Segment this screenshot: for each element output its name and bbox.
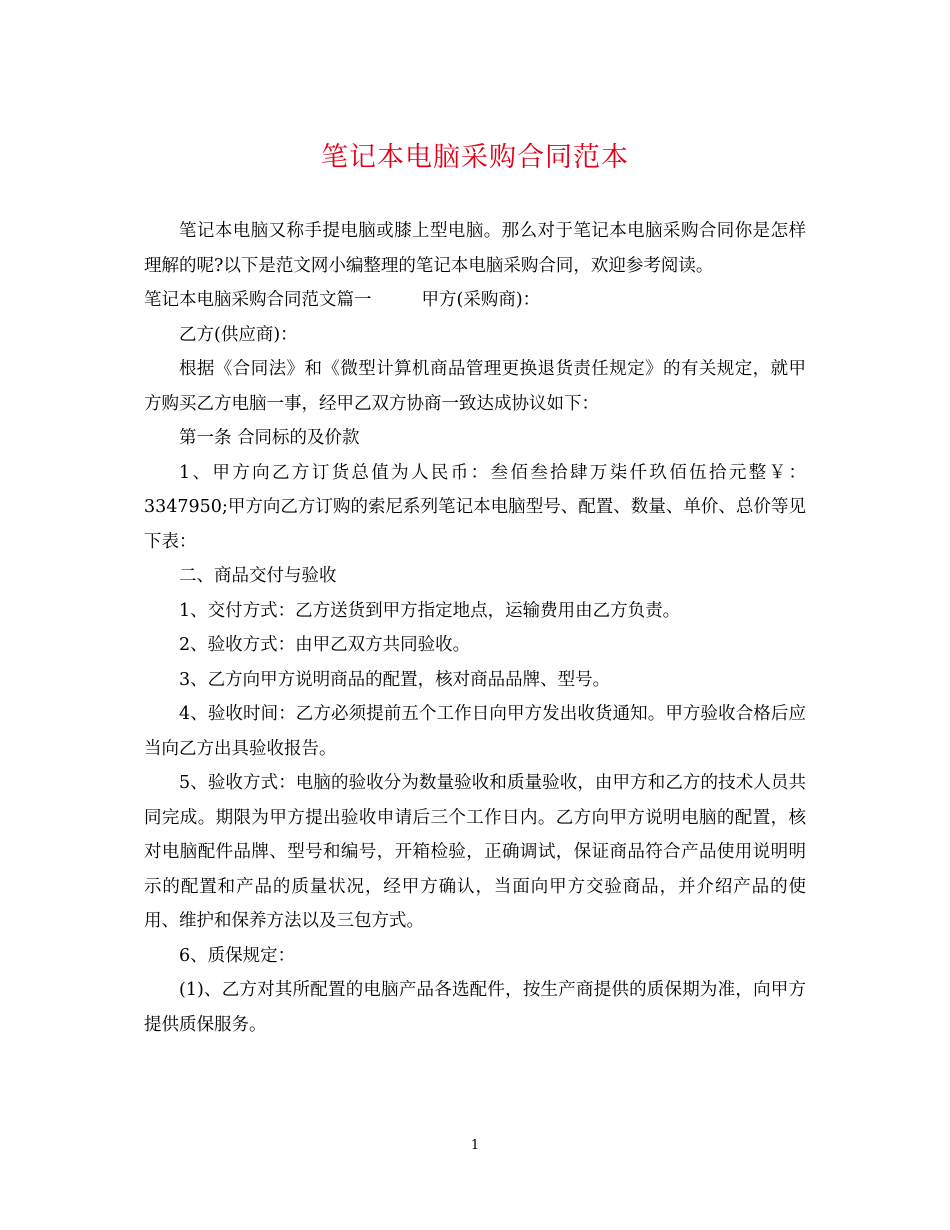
clause-2-3: 3、乙方向甲方说明商品的配置，核对商品品牌、型号。 [179, 669, 611, 690]
document-title: 笔记本电脑采购合同范本 [321, 142, 629, 173]
intro-paragraph: 笔记本电脑又称手提电脑或膝上型电脑。那么对于笔记本电脑采购合同你是怎样理解的呢?以下是范文网小编整理的笔记本电脑采购合同，欢迎参考阅读。 [144, 221, 806, 276]
clause-2-6-1: (1)、乙方对其所配置的电脑产品各选配件，按生产商提供的质保期为准，向甲方提供质保服务。 [144, 980, 806, 1035]
section-heading: 笔记本电脑采购合同范文篇一 [144, 290, 372, 310]
clause-2-6: 6、质保规定： [179, 945, 296, 966]
party-b-label: 乙方(供应商)： [179, 324, 298, 345]
clause-2-4: 4、验收时间：乙方必须提前五个工作日向甲方发出收货通知。甲方验收合格后应当向乙方出具验收报告。 [144, 704, 806, 759]
document-body [144, 214, 806, 1042]
clause-2-2: 2、验收方式：由甲乙双方共同验收。 [179, 635, 471, 655]
basis-paragraph: 根据《合同法》和《微型计算机商品管理更换退货责任规定》的有关规定，就甲方购买乙方电脑一事，经甲乙双方协商一致达成协议如下： [144, 359, 806, 414]
section-heading-line [144, 283, 806, 318]
clause-2-5: 5、验收方式：电脑的验收分为数量验收和质量验收，由甲方和乙方的技术人员共同完成。期限为甲方提出验收申请后三个工作日内。乙方向甲方说明电脑的配置，核对电脑配件品牌、型号和编号，开箱检验，正确调试，保证商品符合产品使用说明明示的配置和产品的质量状况，经甲方确认，当面向甲方交验商品，并介绍产品的使用、维护和保养方法以及三包方式。 [144, 773, 806, 931]
article-1-heading: 第一条 合同标的及价款 [179, 428, 360, 448]
page-number: 1 [470, 1138, 480, 1153]
clause-2-1: 1、交付方式：乙方送货到甲方指定地点，运输费用由乙方负责。 [179, 600, 681, 621]
party-a-label: 甲方(采购商)： [421, 290, 541, 310]
clause-1-1: 1、甲方向乙方订货总值为人民币：叁佰叁拾肆万柒仟玖佰伍拾元整￥：3347950;甲方向乙方订购的索尼系列笔记本电脑型号、配置、数量、单价、总价等见下表： [144, 462, 806, 552]
article-2-heading: 二、商品交付与验收 [179, 566, 337, 586]
